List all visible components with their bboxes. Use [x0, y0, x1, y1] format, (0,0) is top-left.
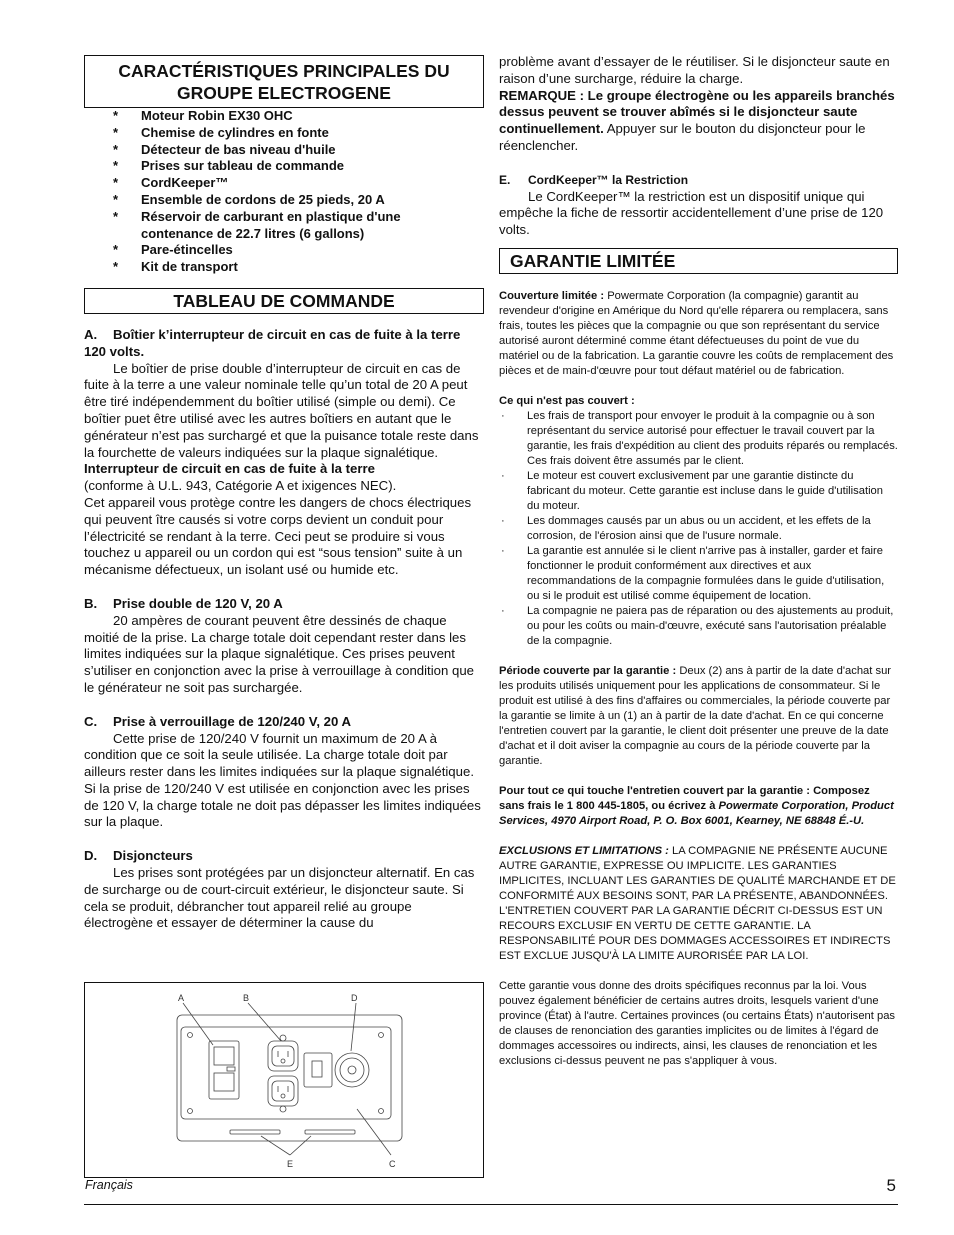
features-title-line2: GROUPE ELECTROGENE [177, 83, 391, 103]
gfci-title: Interrupteur de circuit en cas de fuite à la terre [84, 461, 375, 477]
period-paragraph [499, 664, 898, 769]
section-c-letter: C. [84, 713, 98, 729]
not-covered-title: Ce qui n'est pas couvert : [499, 394, 635, 407]
coverage-text: Powermate Corporation (la compagnie) garantit au revendeur d'origine en Amérique du Nord qu'elle réparera ou remplacera, sans frais, toutes les pièces que la compagnie ou que son représentant du service autorisé auront déterminé comme étant défectueuses du point de vue du matériel ou de la fabrication. La garantie couvre les coûts de remplacement des pièces et de main-d'œuvre pour tout défaut matériel ou de fabrication. [499, 289, 894, 377]
feature-item: * Chemise de cylindres en fonte [84, 125, 484, 142]
section-e-title: CordKeeper™ la Restriction [528, 172, 689, 187]
section-b-heading [84, 596, 484, 613]
feature-item: * CordKeeper™ [84, 175, 484, 192]
rights-paragraph: Cette garantie vous donne des droits spécifiques reconnus par la loi. Vous pouvez également bénéficier de certains autres droits, lesquels varient d'une province (État) à l'autre. Certaines provinces (ou certains États) n'autorisent pas de clauses de renonciation des garanties implicites ou de limites à l'égard de dommages accessoires ou indirects, ainsi, les clauses de renonciation et les exclusions ci-dessus peuvent ne pas s'appliquer à vous. [499, 979, 896, 1067]
section-a-title: Boîtier k’interrupteur de circuit en cas de fuite à la terre 120 volts. [84, 326, 461, 359]
figure-label-d: D [351, 993, 358, 1003]
figure-label-b: B [243, 993, 250, 1003]
section-a-letter: A. [84, 326, 98, 342]
exclusions-paragraph [499, 844, 898, 964]
service-paragraph [499, 784, 898, 829]
coverage-label: Couverture limitée : [499, 289, 605, 302]
section-b-title: Prise double de 120 V, 20 A [113, 595, 283, 611]
not-covered-item: · Les dommages causés par un abus ou un accident, et les effets de la corrosion, de l'érosion ainsi que de l'usure normale. [499, 514, 898, 544]
features-title-box [84, 55, 484, 108]
period-label: Période couverte par la garantie : [499, 664, 677, 677]
section-b-letter: B. [84, 595, 98, 611]
section-c-heading [84, 714, 484, 731]
section-d-continued: problème avant d’essayer de le réutiliser. Si le disjoncteur saute en raison d’une surcharge, réduire la charge. [499, 54, 890, 86]
feature-item: * Détecteur de bas niveau d'huile [84, 142, 484, 159]
footer-divider [84, 1204, 898, 1205]
warranty-title: GARANTIE LIMITÉE [510, 250, 676, 271]
feature-item: * Réservoir de carburant en plastique d'une contenance de 22.7 litres (6 gallons) [84, 209, 484, 243]
page-number: 5 [886, 1176, 896, 1195]
gfci-body: Cet appareil vous protège contre les dangers de chocs électriques qui peuvent ître causés si votre corps devient un conduit pour l’électricité se rendant à la terre. Ceci peut se produire si vous touchez u appareil ou un cordon qui est “sous tension” suite à un mécanisme défectueux, un isolant usé ou humide etc. [84, 494, 472, 578]
remark-bold: REMARQUE : Le groupe électrogène ou les appareils branchés dessus peuvent se trouver abîmés si le disjoncteur saute continuellement. [499, 87, 895, 137]
section-e-letter: E. [499, 172, 511, 187]
figure-label-c: C [389, 1159, 396, 1169]
control-panel-figure [84, 982, 484, 1178]
section-c-title: Prise à verrouillage de 120/240 V, 20 A [113, 713, 352, 729]
exclusions-text: LA COMPAGNIE NE PRÉSENTE AUCUNE AUTRE GARANTIE, EXPRESSE OU IMPLICITE. LES GARANTIES IMPLICITES, INCLUANT LES GARANTIES DE QUALITÉ MARCHANDE ET DE CONFORMITÉ AUX BESOINS SONT, PAR LA PRÉSENTE, ABANDONNÉES. L'ENTRETIEN COUVERT PAR LA GARANTIE DÉCRIT CI-DESSUS EST UN RECOURS EXCLUSIF EN VERTU DE CETTE GARANTIE. LA RESPONSABILITÉ POUR DES DOMMAGES ACCESSOIRES ET INDIRECTS EST EXCLUE JUSQU'À LA LIMITE AURORISÉE PAR LA LOI. [499, 844, 896, 962]
service-address: Powermate Corporation, Product Services, 4970 Airport Road, P. O. Box 6001, Kearney, NE 68848 É.-U. [499, 799, 894, 827]
control-panel-drawing [85, 983, 483, 1177]
service-label: Pour tout ce qui touche l'entretien couvert par la garantie : Composez sans frais le 1 800 445-1805, ou écrivez à [499, 784, 870, 812]
section-d-heading [84, 848, 484, 865]
warranty-title-box [499, 248, 898, 274]
footer-language: Français [85, 1178, 133, 1192]
feature-item: * Prises sur tableau de commande [84, 158, 484, 175]
section-a-heading [84, 327, 484, 361]
section-e-heading [499, 172, 898, 189]
figure-label-e: E [287, 1159, 294, 1169]
feature-item: * Kit de transport [84, 259, 484, 276]
period-text: Deux (2) ans à partir de la date d'achat sur les produits utilisés uniquement pour les applications de consommateur. Si le produit est utilisé à des fins d'affaires ou commerciales, la période couverte par la garantie se limite à un (1) an à partir de la date d'achat. En ce qui concerne l'entretien couvert par la garantie, le client doit présenter une preuve de la date d'achat et il doit aviser la compagnie au cours de la période couverte par la garantie. [499, 664, 892, 767]
section-d-body: Les prises sont protégées par un disjoncteur alternatif. En cas de surcharge ou de court-circuit extérieur, le disjoncteur saute. Si cela se produit, débrancher tout appareil relié au groupe électrogène et essayer de déterminer la cause du [84, 865, 475, 931]
section-e-body: Le CordKeeper™ la restriction est un dispositif unique qui empêche la fiche de ressortir accidentellement d’une prise de 120 volts. [499, 188, 884, 238]
features-title-line1: CARACTÉRISTIQUES PRINCIPALES DU [118, 61, 450, 81]
feature-item: * Pare-étincelles [84, 242, 484, 259]
not-covered-item: · Le moteur est couvert exclusivement par une garantie distincte du fabricant du moteur. Cette garantie est incluse dans le guide d'utilisation du moteur. [499, 469, 898, 514]
not-covered-list [499, 409, 898, 649]
not-covered-item: · La compagnie ne paiera pas de réparation ou des ajustements au produit, ou pour les coûts ou main-d'œuvre, exécuté sans l'autorisation préalable de la compagnie. [499, 604, 898, 649]
remark-paragraph [499, 88, 898, 155]
not-covered-item: · Les frais de transport pour envoyer le produit à la compagnie ou à son représentant du service autorisé pour effectuer le travail couvert par la garantie, les frais d'expédition au client des produits réparés ou remplacés. Ces frais doivent être assumés par le client. [499, 409, 898, 469]
section-c-body: Cette prise de 120/240 V fournit un maximum de 20 A à condition que ce soit la seule utilisée. La charge totale doit par ailleurs rester dans les limites indiquées sur la plaque signalétique. Si la prise de 120/240 V est utilisée en conjonction avec les prises de 120 V, la charge totale ne doit pas dépasser les limites indiquées sur la plaque. [84, 730, 481, 830]
section-a-body: Le boîtier de prise double d’interrupteur de circuit en cas de fuite à la terre a une valeur nominale telle qu’un total de 20 A peut être tiré indépendemment du boîtier utilisé (simple ou demi). Ce boîtier puet être utilisé avec les autres boîtiers en autant que le générateur n’est pas surchargé et que la puisance totale reste dans la fourchette de valeurs indiquées sur la plaque signalétique. [84, 360, 479, 460]
feature-item: * Ensemble de cordons de 25 pieds, 20 A [84, 192, 484, 209]
not-covered-item: · La garantie est annulée si le client n'arrive pas à installer, garder et faire fonctionner le produit conformément aux directives et aux recommandations de la compagnie formulées dans le guide d'utilisation, ou si le produit est utilisé comme équipement de location. [499, 544, 898, 604]
figure-label-a: A [178, 993, 185, 1003]
coverage-paragraph [499, 289, 898, 379]
features-list [84, 108, 484, 276]
gfci-compliance: (conforme à U.L. 943, Catégorie A et ixigences NEC). [84, 478, 397, 494]
gfci-paragraph [84, 461, 484, 495]
remark-text: Appuyer sur le bouton du disjoncteur pour le réenclencher. [499, 121, 866, 153]
section-d-letter: D. [84, 848, 98, 864]
left-column [84, 55, 484, 932]
section-d-title: Disjoncteurs [113, 848, 193, 864]
exclusions-label: EXCLUSIONS ET LIMITATIONS : [499, 844, 669, 857]
feature-item: * Moteur Robin EX30 OHC [84, 108, 484, 125]
section-b-body: 20 ampères de courant peuvent être dessinés de chaque moitié de la prise. La charge totale doit cependant rester dans les limites indiquées sur la plaque signalétique. Ces prises peuvent s’utiliser en conjonction avec la prise à verrouillage à condition que le générateur ne soit pas surchargée. [84, 612, 474, 695]
panel-title-box [84, 288, 484, 314]
right-column [499, 54, 898, 1069]
panel-title: TABLEAU DE COMMANDE [173, 290, 395, 311]
